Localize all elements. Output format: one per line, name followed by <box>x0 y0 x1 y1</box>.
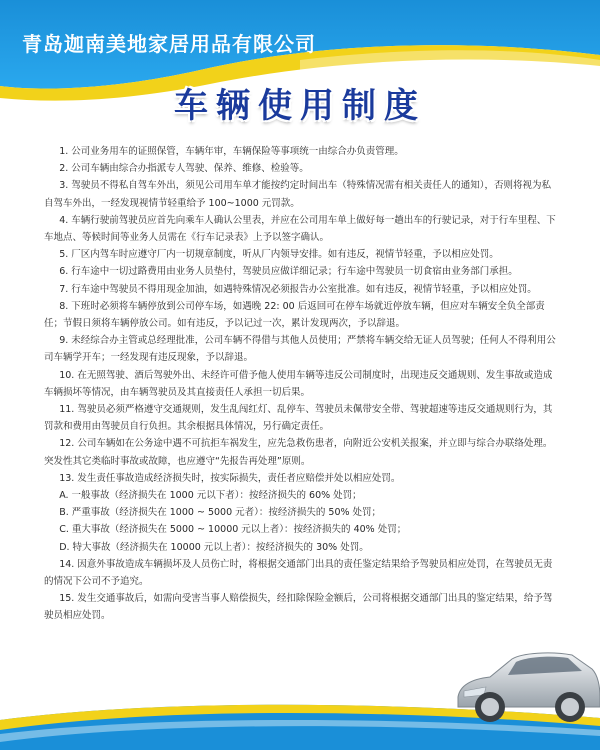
rule-item: 5. 厂区内驾车时应遵守厂内一切规章制度，听从厂内领导安排。如有违反，视情节轻重，予以相应处罚。 <box>59 249 499 261</box>
accident-level-item: C. 重大事故（经济损失在 5000 ~ 10000 元以上者）：按经济损失的 40% 处罚； <box>59 524 407 536</box>
accident-level-item: D. 特大事故（经济损失在 10000 元以上者）：按经济损失的 30% 处罚。 <box>59 541 369 553</box>
rule-item: 2. 公司车辆由综合办指派专人驾驶、保养、维修、检验等。 <box>59 163 309 175</box>
rule-item: 9. 未经综合办主管或总经理批准，公司车辆不得借与其他人员使用；严禁将车辆交给无证人员驾驶；任何人不得利用公司车辆学开车；一经发现有违反现象，予以辞退。 <box>44 335 556 364</box>
company-name: 青岛迦南美地家居用品有限公司 <box>22 32 316 56</box>
accident-level-item: B. 严重事故（经济损失在 1000 ~ 5000 元者）：按经济损失的 50% 处罚； <box>59 507 382 519</box>
page-title: 车辆使用制度 <box>174 86 426 126</box>
rule-item: 10. 在无照驾驶、酒后驾驶外出、未经许可借予他人使用车辆等违反公司制度时，出现违反交通规则、发生事故或造成车辆损坏等情况，由车辆驾驶员及其直接责任人承担一切后果。 <box>44 369 553 398</box>
accident-level-item: A. 一般事故（经济损失在 1000 元以下者）：按经济损失的 60% 处罚； <box>59 490 362 502</box>
rule-item: 15. 发生交通事故后，如需向受害当事人赔偿损失，经扣除保险金额后，公司将根据交通部门出具的鉴定结果，给予驾驶员相应处罚。 <box>44 593 553 622</box>
rule-item: 14. 因意外事故造成车辆损坏及人员伤亡时，将根据交通部门出具的责任鉴定结果给予驾驶员相应处罚，在驾驶员无责的情况下公司不予追究。 <box>44 558 553 588</box>
rule-item: 13. 发生责任事故造成经济损失时，按实际损失，责任者应赔偿并处以相应处罚。 <box>59 472 401 484</box>
rule-item: 3. 驾驶员不得私自驾车外出，须见公司用车单才能按约定时间出车（特殊情况需有相关责任人的通知），否则将视为私自驾车外出，一经发现视情节轻重给予 100~1000 元罚款。 <box>44 180 552 209</box>
rule-item: 7. 行车途中驾驶员不得用现金加油，如遇特殊情况必须报告办公室批准。如有违反，视情节轻重，予以相应处罚。 <box>59 283 537 295</box>
car-illustration-icon <box>450 635 600 730</box>
rule-item: 8. 下班时必须将车辆停放到公司停车场，如遇晚 22: 00 后返回可在停车场就近停放车辆，但应对车辆安全负全部责任；节假日须将车辆停放公司。如有违反，予以记过一次，累计发现两次，予以辞退。 <box>44 300 545 330</box>
rule-item: 11. 驾驶员必须严格遵守交通规则，发生乱闯红灯、乱停车、驾驶员未佩带安全带、驾驶超速等违反交通规则行为，其罚款和费用由驾驶员自行负担。其余根据具体情况，另行确定责任。 <box>44 404 553 433</box>
rule-item: 1. 公司业务用车的证照保管，车辆年审，车辆保险等事项统一由综合办负责管理。 <box>59 146 404 157</box>
rule-item: 4. 车辆行驶前驾驶员应首先向乘车人确认公里表，并应在公司用车单上做好每一趟出车的行驶记录，对于行车里程、下车地点、等候时间等业务人员需在《行车记录表》上予以签字确认。 <box>44 214 556 244</box>
rule-item: 6. 行车途中一切过路费用由业务人员垫付，驾驶员应做详细记录；行车途中驾驶员一切食宿由业务部门承担。 <box>59 266 518 278</box>
rules-content <box>44 143 560 625</box>
rule-item: 12. 公司车辆如在公务途中遇不可抗拒车祸发生，应先急救伤患者，向附近公安机关报案，并立即与综合办联络处理。突发性其它类临时事故或故障，也应遵守“先报告再处理”原则。 <box>44 438 553 467</box>
